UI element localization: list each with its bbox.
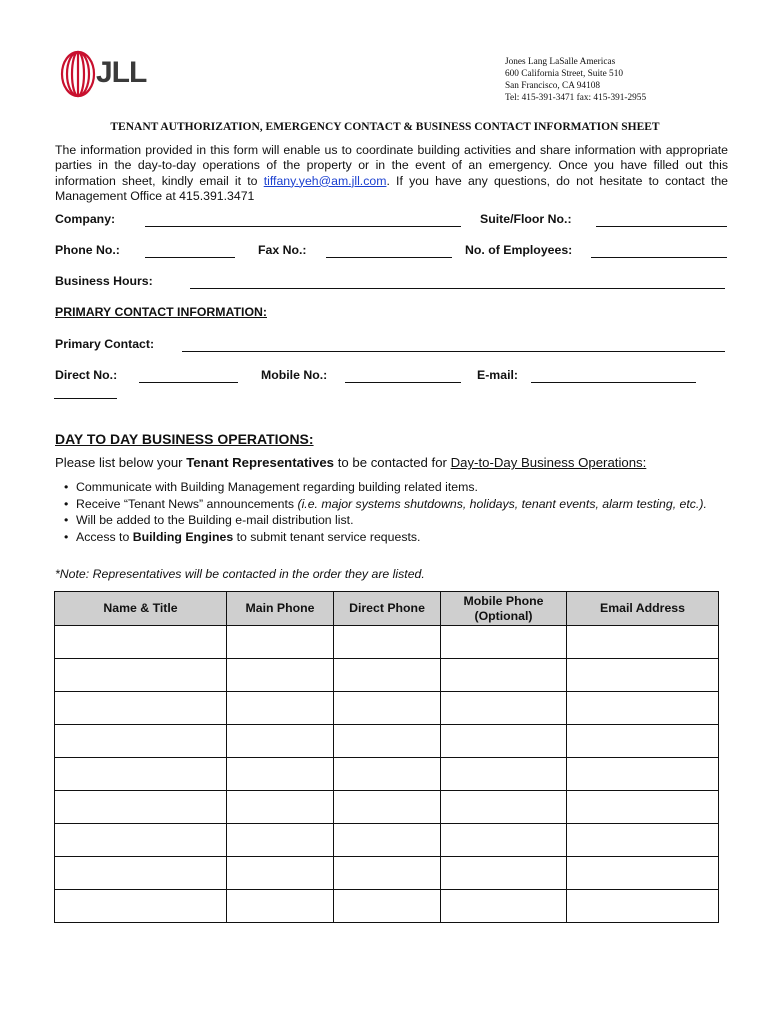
list-item [64, 529, 734, 546]
mobile-no-field[interactable] [345, 382, 461, 383]
table-cell[interactable] [227, 758, 334, 791]
table-cell[interactable] [334, 890, 441, 923]
table-cell[interactable] [334, 626, 441, 659]
representatives-table [54, 591, 719, 923]
table-row [55, 725, 719, 758]
employees-label: No. of Employees: [465, 243, 573, 257]
instruction-text [55, 455, 646, 470]
table-cell[interactable] [227, 725, 334, 758]
bullet-text: Access to [76, 529, 133, 544]
address-line: San Francisco, CA 94108 [505, 81, 601, 91]
table-cell[interactable] [334, 857, 441, 890]
table-cell[interactable] [441, 692, 567, 725]
primary-contact-label: Primary Contact: [55, 337, 155, 351]
table-cell[interactable] [441, 626, 567, 659]
table-cell[interactable] [227, 890, 334, 923]
table-cell[interactable] [334, 758, 441, 791]
header-email-address: Email Address [567, 592, 719, 626]
table-cell[interactable] [567, 758, 719, 791]
table-cell[interactable] [567, 824, 719, 857]
jll-logo [60, 50, 160, 100]
table-row [55, 692, 719, 725]
list-item [64, 512, 734, 529]
table-cell[interactable] [55, 791, 227, 824]
header-direct-phone: Direct Phone [334, 592, 441, 626]
table-cell[interactable] [227, 857, 334, 890]
table-row [55, 857, 719, 890]
table-cell[interactable] [567, 692, 719, 725]
table-cell[interactable] [567, 890, 719, 923]
fax-label: Fax No.: [258, 243, 307, 257]
header-main-phone: Main Phone [227, 592, 334, 626]
table-cell[interactable] [55, 857, 227, 890]
table-cell[interactable] [227, 824, 334, 857]
header-name-title: Name & Title [55, 592, 227, 626]
instruction-part: to be contacted for [334, 455, 451, 470]
table-cell[interactable] [227, 791, 334, 824]
table-cell[interactable] [55, 824, 227, 857]
table-row [55, 791, 719, 824]
table-row [55, 626, 719, 659]
address-line: Tel: 415-391-3471 fax: 415-391-2955 [505, 93, 647, 103]
table-cell[interactable] [567, 626, 719, 659]
intro-paragraph [55, 143, 728, 204]
table-cell[interactable] [441, 791, 567, 824]
table-cell[interactable] [441, 857, 567, 890]
table-cell[interactable] [334, 824, 441, 857]
table-cell[interactable] [55, 626, 227, 659]
table-cell[interactable] [567, 659, 719, 692]
business-hours-field[interactable] [190, 288, 725, 289]
table-row [55, 758, 719, 791]
jll-logo-mark [60, 50, 96, 98]
bullet-italic: (i.e. major systems shutdowns, holidays, tenant events, alarm testing, etc.). [297, 496, 707, 511]
day-to-day-heading: DAY TO DAY BUSINESS OPERATIONS: [55, 431, 314, 447]
suite-floor-label: Suite/Floor No.: [480, 212, 572, 226]
table-cell[interactable] [441, 725, 567, 758]
order-note: *Note: Representatives will be contacted in the order they are listed. [55, 567, 425, 581]
business-hours-label: Business Hours: [55, 274, 153, 288]
direct-no-field[interactable] [139, 382, 238, 383]
table-row [55, 824, 719, 857]
table-cell[interactable] [441, 890, 567, 923]
table-cell[interactable] [334, 725, 441, 758]
primary-contact-field[interactable] [182, 351, 725, 352]
list-item [64, 496, 734, 513]
table-cell[interactable] [441, 659, 567, 692]
instruction-bold: Tenant Representatives [186, 455, 335, 470]
bullet-text: Communicate with Building Management regarding building related items. [76, 480, 478, 494]
intro-text: . If you have any questions, do not hesitate to contact the Management Office at 415.391.3471 [55, 173, 728, 203]
company-field[interactable] [145, 226, 461, 227]
mobile-no-label: Mobile No.: [261, 368, 328, 382]
table-cell[interactable] [567, 725, 719, 758]
email-field[interactable] [531, 382, 696, 383]
table-row [55, 890, 719, 923]
list-item [64, 479, 734, 496]
phone-field[interactable] [145, 257, 235, 258]
logo-text: JLL [96, 56, 147, 89]
table-cell[interactable] [55, 659, 227, 692]
fax-field[interactable] [326, 257, 452, 258]
email-field-continuation[interactable] [54, 398, 117, 399]
address-line: Jones Lang LaSalle Americas [505, 57, 616, 67]
table-cell[interactable] [227, 659, 334, 692]
table-cell[interactable] [55, 890, 227, 923]
table-cell[interactable] [334, 692, 441, 725]
header-mobile-line2: (Optional) [474, 608, 533, 623]
bullet-text: Receive “Tenant News” announcements [76, 496, 298, 511]
company-address [505, 56, 646, 104]
address-line: 600 California Street, Suite 510 [505, 69, 623, 79]
table-cell[interactable] [441, 758, 567, 791]
employees-field[interactable] [591, 257, 727, 258]
bullet-bold: Building Engines [132, 529, 234, 544]
table-cell[interactable] [227, 692, 334, 725]
email-link[interactable]: tiffany.yeh@am.jll.com [263, 173, 387, 188]
bullet-text: to submit tenant service requests. [233, 529, 421, 544]
bullet-text: Will be added to the Building e-mail distribution list. [76, 513, 354, 527]
table-cell[interactable] [441, 824, 567, 857]
table-cell[interactable] [227, 626, 334, 659]
table-cell[interactable] [567, 791, 719, 824]
intro-text: The information provided in this form will enable us to coordinate building activities and share information with appropriate parties in the day-to-day operations of the property or in the event of an emergency. Once you have filled out this information sheet, kindly email it to [55, 143, 728, 188]
table-cell[interactable] [334, 791, 441, 824]
suite-floor-field[interactable] [596, 226, 727, 227]
direct-no-label: Direct No.: [55, 368, 118, 382]
responsibility-list [64, 479, 734, 545]
primary-contact-heading: PRIMARY CONTACT INFORMATION: [55, 305, 267, 319]
instruction-underlined: Day-to-Day Business Operations: [450, 455, 647, 470]
header-mobile-phone [441, 592, 567, 626]
table-row [55, 659, 719, 692]
header-mobile-line1: Mobile Phone [463, 593, 544, 608]
company-label: Company: [55, 212, 116, 226]
table-cell[interactable] [55, 692, 227, 725]
phone-label: Phone No.: [55, 243, 120, 257]
table-header-row [55, 592, 719, 626]
form-title: TENANT AUTHORIZATION, EMERGENCY CONTACT & BUSINESS CONTACT INFORMATION SHEET [110, 121, 660, 133]
table-cell[interactable] [567, 857, 719, 890]
table-cell[interactable] [55, 758, 227, 791]
instruction-part: Please list below your [55, 455, 187, 470]
table-cell[interactable] [334, 659, 441, 692]
table-cell[interactable] [55, 725, 227, 758]
email-label: E-mail: [477, 368, 518, 382]
